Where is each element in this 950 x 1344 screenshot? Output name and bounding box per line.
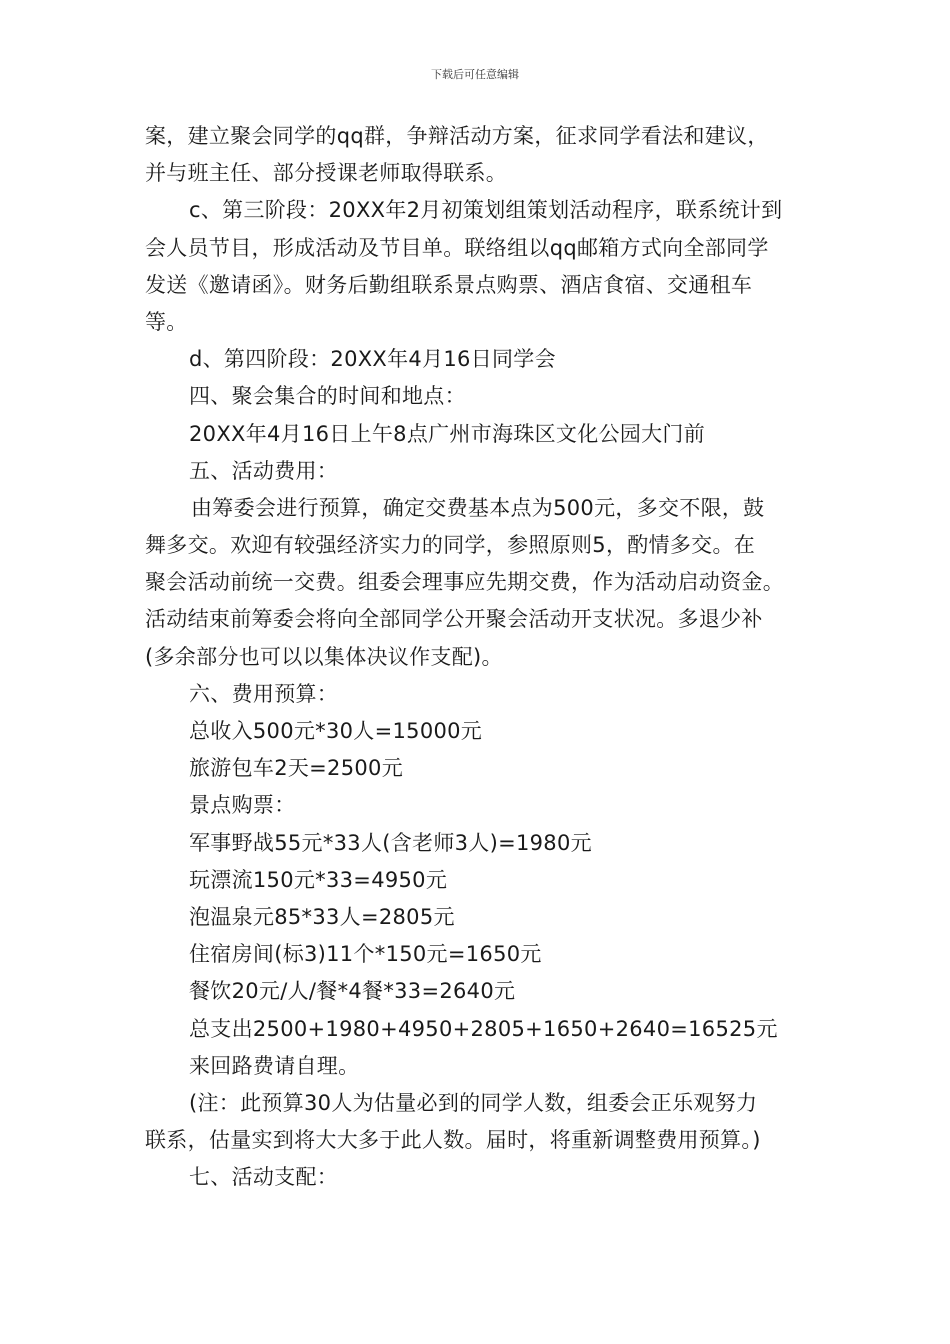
budget-line: 住宿房间(标3)11个*150元=1650元 (189, 942, 542, 967)
text-line: 20XX年4月16日上午8点广州市海珠区文化公园大门前 (189, 421, 706, 446)
budget-line: 总收入500元*30人=15000元 (189, 719, 483, 743)
text-line: 来回路费请自理。 (189, 1053, 360, 1078)
budget-line: 玩漂流150元*33=4950元 (189, 867, 448, 892)
budget-line: 泡温泉元85*33人=2805元 (189, 904, 455, 929)
text-line: 舞多交。欢迎有较强经济实力的同学，参照原则5，酌情多交。在 (145, 533, 756, 558)
text-line: 聚会活动前统一交费。组委会理事应先期交费，作为活动启动资金。 (145, 570, 784, 595)
text-line: c、第三阶段：20XX年2月初策划组策划活动程序，联系统计到 (189, 198, 783, 223)
text-line: d、第四阶段：20XX年4月16日同学会 (189, 347, 556, 372)
text-line: (注：此预算30人为估量必到的同学人数，组委会正乐观努力 (189, 1090, 758, 1115)
section-heading: 七、活动支配： (189, 1165, 339, 1190)
section-heading: 五、活动费用： (189, 458, 339, 483)
section-heading: 四、聚会集合的时间和地点： (189, 384, 466, 409)
text-line: 由筹委会进行预算，确定交费基本点为500元，多交不限，鼓 (191, 495, 765, 520)
budget-line: 军事野战55元*33人(含老师3人)=1980元 (189, 830, 592, 855)
section-heading: 六、费用预算： (189, 681, 339, 706)
text-line: 案，建立聚会同学的qq群，争辩活动方案，征求同学看法和建议， (145, 124, 769, 148)
text-line: 活动结束前筹委会将向全部同学公开聚会活动开支状况。多退少补 (145, 607, 763, 632)
text-line: 会人员节目，形成活动及节目单。联络组以qq邮箱方式向全部同学 (145, 235, 769, 260)
text-line: 并与班主任、部分授课老师取得联系。 (145, 161, 508, 186)
text-line: 联系，估量实到将大大多于此人数。届时，将重新调整费用预算。) (145, 1128, 761, 1153)
budget-line: 餐饮20元/人/餐*4餐*33=2640元 (189, 979, 516, 1004)
budget-line: 总支出2500+1980+4950+2805+1650+2640=16525元 (189, 1016, 778, 1041)
text-line: 等。 (145, 309, 188, 334)
text-line: 发送《邀请函》。财务后勤组联系景点购票、酒店食宿、交通租车 (145, 272, 753, 297)
text-line: (多余部分也可以以集体决议作支配)。 (145, 644, 503, 669)
budget-line: 旅游包车2天=2500元 (189, 756, 403, 781)
budget-line: 景点购票： (189, 793, 296, 818)
document-body (145, 118, 815, 1196)
page-header: 下载后可任意编辑 (431, 68, 519, 81)
